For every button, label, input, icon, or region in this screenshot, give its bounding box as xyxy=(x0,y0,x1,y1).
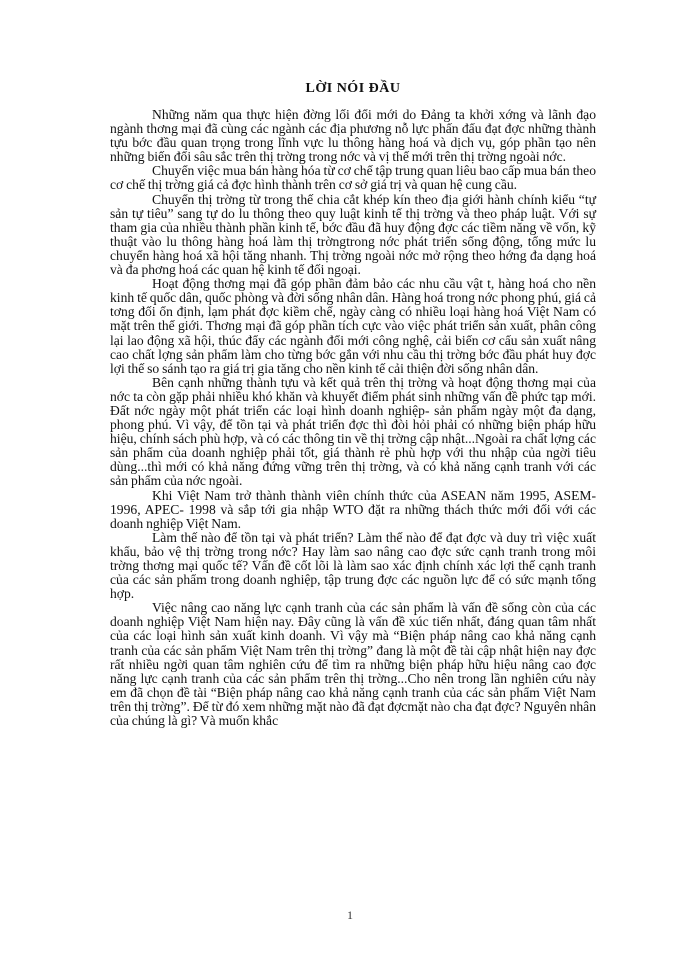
paragraph-6: Khi Việt Nam trở thành thành viên chính thức của ASEAN năm 1995, ASEM- 1996, APEC- 1998 và sắp tới gia nhập WTO đặt ra những thách thức mới đối với các doanh nghiệp Việt Nam. xyxy=(110,487,596,531)
document-body xyxy=(110,80,596,728)
page-number: 1 xyxy=(347,908,353,922)
paragraph-8: Việc nâng cao năng lực cạnh tranh của các sản phẩm là vấn đề sống còn của các doanh nghiệp Việt Nam hiện nay. Đây cũng là vấn đề xúc tiến nhất, đáng quan tâm nhất của các loại hình sản xuất kinh doanh. Vì vậy mà “Biện pháp nâng cao khả năng cạnh tranh của các sản phẩm Việt Nam trên thị trờng” đang là một đề tài cập nhật hiện nay đợc rất nhiều ngời quan tâm nghiên cứu để tìm ra những biện pháp hữu hiệu nâng cao đợc năng lực cạnh tranh của các sản phẩm trên thị trờng...Cho nên trong lần nghiên cứu này em đã chọn đề tài “Biện pháp nâng cao khả năng cạnh tranh của các sản phẩm Việt Nam trên thị trờng”. Để từ đó xem những mặt nào đã đạt đợcmặt nào cha đạt đợc? Nguyên nhân của chúng là gì? Và muốn khắc xyxy=(110,600,596,729)
paragraph-4: Hoạt động thơng mại đã góp phần đảm bảo các nhu cầu vật t, hàng hoá cho nền kinh tế quốc dân, quốc phòng và đời sống nhân dân. Hàng hoá trong nớc phong phú, giá cả tơng đối ổn định, lạm phát đợc kiềm chế, ngày càng có nhiều loại hàng hoá Việt Nam có mặt trên thế giới. Thơng mại đã góp phần tích cực vào việc phát triển sản xuất, phân công lại lao động xã hội, thúc đẩy các ngành đổi mới công nghệ, cải biến cơ cấu sản xuất nâng cao chất lợng sản phẩm làm cho từng bớc gắn với nhu cầu thị trờng bớc đầu phát huy đợc lợi thế so sánh tạo ra giá trị gia tăng cho nền kinh tế cải thiện đời sống nhân dân. xyxy=(110,276,596,376)
paragraph-1: Những năm qua thực hiện đờng lối đổi mới do Đảng ta khởi xớng và lãnh đạo ngành thơng mại đã cùng các ngành các địa phương nỗ lực phấn đấu đạt đợc những thành tựu bớc đầu quan trọng trong lĩnh vực lu thông hàng hoá và dịch vụ, góp phần tạo nên những biến đổi sâu sắc trên thị trờng trong nớc và vị thế mới trên thị trờng ngoài nớc. xyxy=(110,107,596,165)
document-title: LỜI NÓI ĐẦU xyxy=(305,81,401,96)
paragraph-5: Bên cạnh những thành tựu và kết quả trên thị trờng và hoạt động thơng mại của nớc ta còn gặp phải nhiều khó khăn và khuyết điểm phát sinh những vấn đề phức tạp mới. Đất nớc ngày một phát triển các loại hình doanh nghiệp- sản phẩm ngày một đa dạng, phong phú. Vì vậy, để tồn tại và phát triển đợc thì đòi hỏi phải có những biện pháp hữu hiệu, chính sách phù hợp, và có các thông tin về thị trờng cập nhật...Ngoài ra chất lợng các sản phẩm của doanh nghiệp phải tốt, giá thành rẻ phù hợp với thu nhập của ngời tiêu dùng...thì mới có khả năng đứng vững trên thị trờng, và có khả năng cạnh tranh với các sản phẩm của nớc ngoài. xyxy=(110,374,596,489)
paragraph-3: Chuyển thị trờng từ trong thế chia cắt khép kín theo địa giới hành chính kiểu “tự sản tự tiêu” sang tự do lu thông theo quy luật kinh tế thị trờng và theo pháp luật. Với sự tham gia của nhiều thành phần kinh tế, bớc đầu đã huy động đợc các tiềm năng về vốn, kỹ thuật vào lu thông hàng hoá làm thị trờngtrong nớc phát triển sống động, tổng mức lu chuyển hàng hoá xã hội tăng nhanh. Thị trờng ngoài nớc mở rộng theo hớng đa dạng hoá và đa phơng hoá các quan hệ kinh tế đối ngoại. xyxy=(110,191,596,278)
paragraph-2: Chuyển việc mua bán hàng hóa từ cơ chế tập trung quan liêu bao cấp mua bán theo cơ chế thị trờng giá cả đợc hình thành trên cơ sở giá trị và quan hệ cung cầu. xyxy=(110,163,596,193)
paragraph-7: Làm thế nào để tồn tại và phát triển? Làm thế nào để đạt đợc và duy trì việc xuất khẩu, bảo vệ thị trờng trong nớc? Hay làm sao nâng cao đợc sức cạnh tranh trong môi trờng thơng mại quốc tế? Vấn đề cốt lõi là làm sao xác định chính xác lợi thế cạnh tranh của các sản phẩm trong doanh nghiệp, tập trung đợc các nguồn lực để có sức mạnh tổng hợp. xyxy=(110,529,596,602)
